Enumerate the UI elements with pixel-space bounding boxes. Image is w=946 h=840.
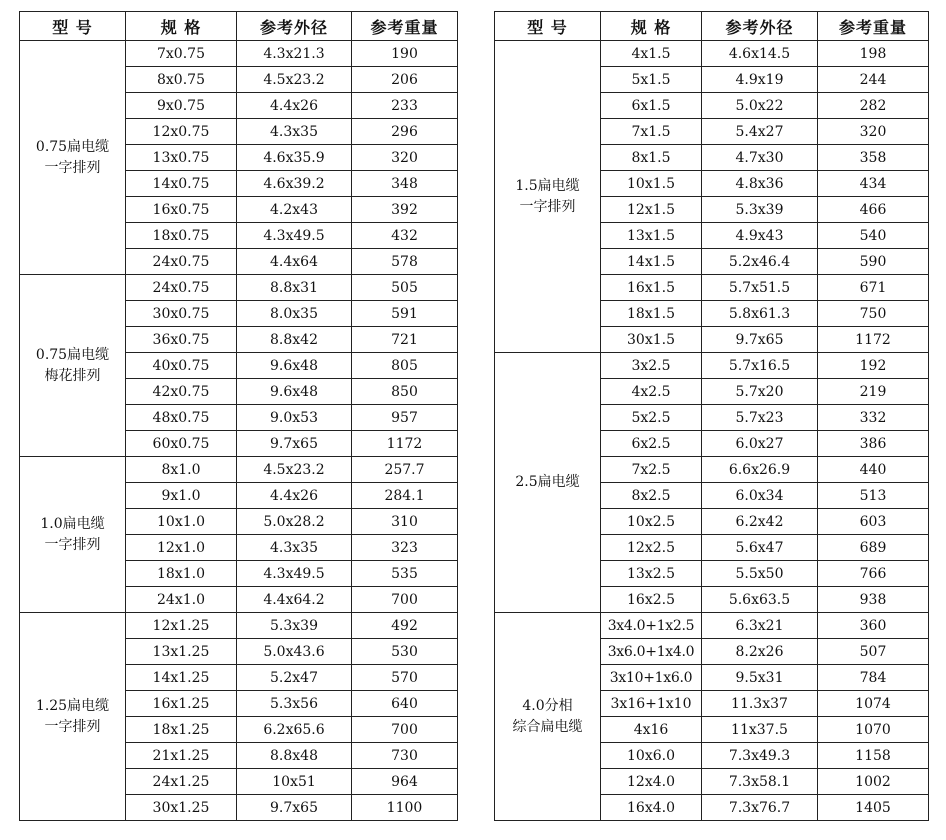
diameter-cell: 5.6x63.5: [702, 587, 818, 613]
diameter-cell: 5.0x28.2: [237, 509, 352, 535]
weight-cell: 730: [352, 743, 458, 769]
weight-cell: 198: [818, 41, 929, 67]
diameter-cell: 4.4x26: [237, 483, 352, 509]
weight-cell: 750: [818, 301, 929, 327]
spec-cell: 9x1.0: [126, 483, 237, 509]
weight-cell: 700: [352, 717, 458, 743]
weight-cell: 206: [352, 67, 458, 93]
diameter-cell: 4.5x23.2: [237, 67, 352, 93]
left-spec-table: [19, 11, 458, 821]
cable-type-label: 1.25扁电缆: [35, 697, 110, 714]
spec-cell: 3x2.5: [601, 353, 702, 379]
cable-type-label: 一字排列: [44, 536, 101, 553]
cable-type-label: 综合扁电缆: [512, 718, 583, 735]
spec-cell: 5x2.5: [601, 405, 702, 431]
diameter-cell: 4.5x23.2: [237, 457, 352, 483]
cable-type-label: 1.5扁电缆: [515, 177, 580, 194]
diameter-cell: 5.6x47: [702, 535, 818, 561]
table-row: [495, 353, 929, 379]
diameter-cell: 5.2x46.4: [702, 249, 818, 275]
spec-cell: 40x0.75: [126, 353, 237, 379]
diameter-cell: 10x51: [237, 769, 352, 795]
spec-cell: 12x1.0: [126, 535, 237, 561]
diameter-cell: 5.3x39: [237, 613, 352, 639]
weight-cell: 392: [352, 197, 458, 223]
right-table-body: [495, 41, 929, 821]
diameter-cell: 5.3x39: [702, 197, 818, 223]
weight-cell: 360: [818, 613, 929, 639]
weight-cell: 1002: [818, 769, 929, 795]
diameter-cell: 9.6x48: [237, 353, 352, 379]
cable-type-cell: [20, 275, 126, 457]
spec-cell: 18x1.25: [126, 717, 237, 743]
spec-cell: 42x0.75: [126, 379, 237, 405]
cable-type-label: 一字排列: [44, 718, 101, 735]
weight-cell: 938: [818, 587, 929, 613]
spec-cell: 3x4.0+1x2.5: [601, 613, 702, 639]
spec-cell: 16x4.0: [601, 795, 702, 821]
cable-type-label: 一字排列: [519, 198, 576, 215]
weight-cell: 590: [818, 249, 929, 275]
diameter-cell: 4.2x43: [237, 197, 352, 223]
weight-cell: 1172: [352, 431, 458, 457]
weight-cell: 535: [352, 561, 458, 587]
weight-cell: 700: [352, 587, 458, 613]
weight-cell: 964: [352, 769, 458, 795]
spec-cell: 14x0.75: [126, 171, 237, 197]
weight-cell: 850: [352, 379, 458, 405]
spec-cell: 9x0.75: [126, 93, 237, 119]
weight-cell: 689: [818, 535, 929, 561]
diameter-cell: 4.6x14.5: [702, 41, 818, 67]
diameter-cell: 4.4x26: [237, 93, 352, 119]
cable-type-cell: [495, 613, 601, 821]
weight-cell: 348: [352, 171, 458, 197]
weight-cell: 591: [352, 301, 458, 327]
weight-cell: 957: [352, 405, 458, 431]
weight-cell: 603: [818, 509, 929, 535]
table-row: [20, 41, 458, 67]
spec-cell: 24x0.75: [126, 275, 237, 301]
spec-cell: 4x16: [601, 717, 702, 743]
spec-cell: 12x4.0: [601, 769, 702, 795]
spec-cell: 13x2.5: [601, 561, 702, 587]
spec-cell: 12x1.25: [126, 613, 237, 639]
diameter-cell: 4.3x35: [237, 535, 352, 561]
diameter-cell: 11.3x37: [702, 691, 818, 717]
header-spec: 规 格: [601, 12, 702, 41]
spec-cell: 6x1.5: [601, 93, 702, 119]
weight-cell: 284.1: [352, 483, 458, 509]
spec-cell: 24x1.25: [126, 769, 237, 795]
header-model: 型 号: [20, 12, 126, 41]
table-row: [20, 613, 458, 639]
diameter-cell: 8.2x26: [702, 639, 818, 665]
weight-cell: 332: [818, 405, 929, 431]
diameter-cell: 6.3x21: [702, 613, 818, 639]
diameter-cell: 4.6x35.9: [237, 145, 352, 171]
cable-type-label: 0.75扁电缆: [35, 346, 110, 363]
diameter-cell: 9.7x65: [702, 327, 818, 353]
spec-cell: 18x1.5: [601, 301, 702, 327]
header-model: 型 号: [495, 12, 601, 41]
spec-cell: 3x10+1x6.0: [601, 665, 702, 691]
diameter-cell: 7.3x58.1: [702, 769, 818, 795]
weight-cell: 320: [818, 119, 929, 145]
diameter-cell: 6.0x34: [702, 483, 818, 509]
weight-cell: 434: [818, 171, 929, 197]
diameter-cell: 5.4x27: [702, 119, 818, 145]
weight-cell: 282: [818, 93, 929, 119]
spec-cell: 10x2.5: [601, 509, 702, 535]
weight-cell: 805: [352, 353, 458, 379]
cable-type-cell: [495, 41, 601, 353]
cable-type-label: 1.0扁电缆: [40, 515, 105, 532]
spec-cell: 7x0.75: [126, 41, 237, 67]
diameter-cell: 7.3x76.7: [702, 795, 818, 821]
weight-cell: 1158: [818, 743, 929, 769]
spec-cell: 30x0.75: [126, 301, 237, 327]
cable-type-label: 4.0分相: [522, 697, 573, 714]
spec-cell: 3x16+1x10: [601, 691, 702, 717]
weight-cell: 440: [818, 457, 929, 483]
spec-cell: 13x1.25: [126, 639, 237, 665]
weight-cell: 466: [818, 197, 929, 223]
spec-cell: 30x1.25: [126, 795, 237, 821]
diameter-cell: 5.8x61.3: [702, 301, 818, 327]
header-weight: 参考重量: [352, 12, 458, 41]
diameter-cell: 4.3x49.5: [237, 223, 352, 249]
spec-cell: 10x1.0: [126, 509, 237, 535]
spec-cell: 24x0.75: [126, 249, 237, 275]
table-row: [495, 41, 929, 67]
diameter-cell: 5.0x43.6: [237, 639, 352, 665]
weight-cell: 320: [352, 145, 458, 171]
diameter-cell: 8.0x35: [237, 301, 352, 327]
weight-cell: 492: [352, 613, 458, 639]
spec-cell: 8x2.5: [601, 483, 702, 509]
weight-cell: 190: [352, 41, 458, 67]
spec-cell: 3x6.0+1x4.0: [601, 639, 702, 665]
diameter-cell: 11x37.5: [702, 717, 818, 743]
weight-cell: 244: [818, 67, 929, 93]
weight-cell: 323: [352, 535, 458, 561]
weight-cell: 1070: [818, 717, 929, 743]
diameter-cell: 7.3x49.3: [702, 743, 818, 769]
right-spec-table: [494, 11, 929, 821]
weight-cell: 513: [818, 483, 929, 509]
cable-type-cell: [20, 613, 126, 821]
diameter-cell: 9.7x65: [237, 431, 352, 457]
diameter-cell: 6.2x42: [702, 509, 818, 535]
spec-cell: 7x1.5: [601, 119, 702, 145]
diameter-cell: 9.5x31: [702, 665, 818, 691]
spec-cell: 16x0.75: [126, 197, 237, 223]
diameter-cell: 8.8x42: [237, 327, 352, 353]
weight-cell: 358: [818, 145, 929, 171]
diameter-cell: 4.4x64: [237, 249, 352, 275]
table-row: [20, 275, 458, 301]
spec-cell: 24x1.0: [126, 587, 237, 613]
spec-cell: 18x1.0: [126, 561, 237, 587]
header-weight: 参考重量: [818, 12, 929, 41]
cable-type-label: 2.5扁电缆: [515, 474, 580, 490]
spec-cell: 30x1.5: [601, 327, 702, 353]
weight-cell: 233: [352, 93, 458, 119]
weight-cell: 386: [818, 431, 929, 457]
weight-cell: 530: [352, 639, 458, 665]
spec-cell: 14x1.5: [601, 249, 702, 275]
spec-cell: 12x0.75: [126, 119, 237, 145]
weight-cell: 784: [818, 665, 929, 691]
spec-cell: 10x1.5: [601, 171, 702, 197]
weight-cell: 578: [352, 249, 458, 275]
diameter-cell: 4.4x64.2: [237, 587, 352, 613]
weight-cell: 1100: [352, 795, 458, 821]
weight-cell: 257.7: [352, 457, 458, 483]
diameter-cell: 6.0x27: [702, 431, 818, 457]
diameter-cell: 9.6x48: [237, 379, 352, 405]
weight-cell: 507: [818, 639, 929, 665]
spec-cell: 6x2.5: [601, 431, 702, 457]
weight-cell: 640: [352, 691, 458, 717]
spec-cell: 8x1.0: [126, 457, 237, 483]
spec-cell: 16x1.25: [126, 691, 237, 717]
weight-cell: 192: [818, 353, 929, 379]
diameter-cell: 5.3x56: [237, 691, 352, 717]
diameter-cell: 4.3x21.3: [237, 41, 352, 67]
spec-cell: 14x1.25: [126, 665, 237, 691]
diameter-cell: 4.9x43: [702, 223, 818, 249]
spec-cell: 60x0.75: [126, 431, 237, 457]
weight-cell: 432: [352, 223, 458, 249]
spec-cell: 18x0.75: [126, 223, 237, 249]
header-diameter: 参考外径: [702, 12, 818, 41]
header-row: [495, 12, 929, 41]
weight-cell: 721: [352, 327, 458, 353]
header-row: [20, 12, 458, 41]
spec-cell: 8x0.75: [126, 67, 237, 93]
diameter-cell: 4.3x35: [237, 119, 352, 145]
cable-type-label: 一字排列: [44, 159, 101, 176]
spec-cell: 8x1.5: [601, 145, 702, 171]
weight-cell: 296: [352, 119, 458, 145]
left-table-body: [20, 41, 458, 821]
spec-cell: 12x2.5: [601, 535, 702, 561]
diameter-cell: 5.0x22: [702, 93, 818, 119]
diameter-cell: 6.2x65.6: [237, 717, 352, 743]
spec-cell: 12x1.5: [601, 197, 702, 223]
cable-type-label: 梅花排列: [44, 367, 101, 384]
cable-type-cell: [495, 353, 601, 613]
table-row: [495, 613, 929, 639]
weight-cell: 505: [352, 275, 458, 301]
spec-cell: 36x0.75: [126, 327, 237, 353]
weight-cell: 219: [818, 379, 929, 405]
spec-cell: 21x1.25: [126, 743, 237, 769]
diameter-cell: 4.3x49.5: [237, 561, 352, 587]
diameter-cell: 5.7x20: [702, 379, 818, 405]
weight-cell: 671: [818, 275, 929, 301]
spec-cell: 13x1.5: [601, 223, 702, 249]
cable-type-cell: [20, 457, 126, 613]
weight-cell: 310: [352, 509, 458, 535]
header-spec: 规 格: [126, 12, 237, 41]
spec-cell: 13x0.75: [126, 145, 237, 171]
header-diameter: 参考外径: [237, 12, 352, 41]
diameter-cell: 8.8x48: [237, 743, 352, 769]
table-row: [20, 457, 458, 483]
diameter-cell: 5.2x47: [237, 665, 352, 691]
diameter-cell: 6.6x26.9: [702, 457, 818, 483]
weight-cell: 1405: [818, 795, 929, 821]
spec-cell: 16x1.5: [601, 275, 702, 301]
weight-cell: 1074: [818, 691, 929, 717]
diameter-cell: 4.6x39.2: [237, 171, 352, 197]
spec-cell: 16x2.5: [601, 587, 702, 613]
diameter-cell: 5.7x16.5: [702, 353, 818, 379]
spec-cell: 10x6.0: [601, 743, 702, 769]
weight-cell: 1172: [818, 327, 929, 353]
spec-cell: 48x0.75: [126, 405, 237, 431]
diameter-cell: 5.7x51.5: [702, 275, 818, 301]
spec-cell: 4x1.5: [601, 41, 702, 67]
diameter-cell: 4.9x19: [702, 67, 818, 93]
spec-cell: 4x2.5: [601, 379, 702, 405]
diameter-cell: 8.8x31: [237, 275, 352, 301]
diameter-cell: 9.0x53: [237, 405, 352, 431]
diameter-cell: 9.7x65: [237, 795, 352, 821]
weight-cell: 570: [352, 665, 458, 691]
diameter-cell: 4.7x30: [702, 145, 818, 171]
cable-type-cell: [20, 41, 126, 275]
spec-cell: 5x1.5: [601, 67, 702, 93]
spec-cell: 7x2.5: [601, 457, 702, 483]
cable-type-label: 0.75扁电缆: [35, 138, 110, 155]
weight-cell: 766: [818, 561, 929, 587]
diameter-cell: 5.7x23: [702, 405, 818, 431]
weight-cell: 540: [818, 223, 929, 249]
diameter-cell: 4.8x36: [702, 171, 818, 197]
diameter-cell: 5.5x50: [702, 561, 818, 587]
